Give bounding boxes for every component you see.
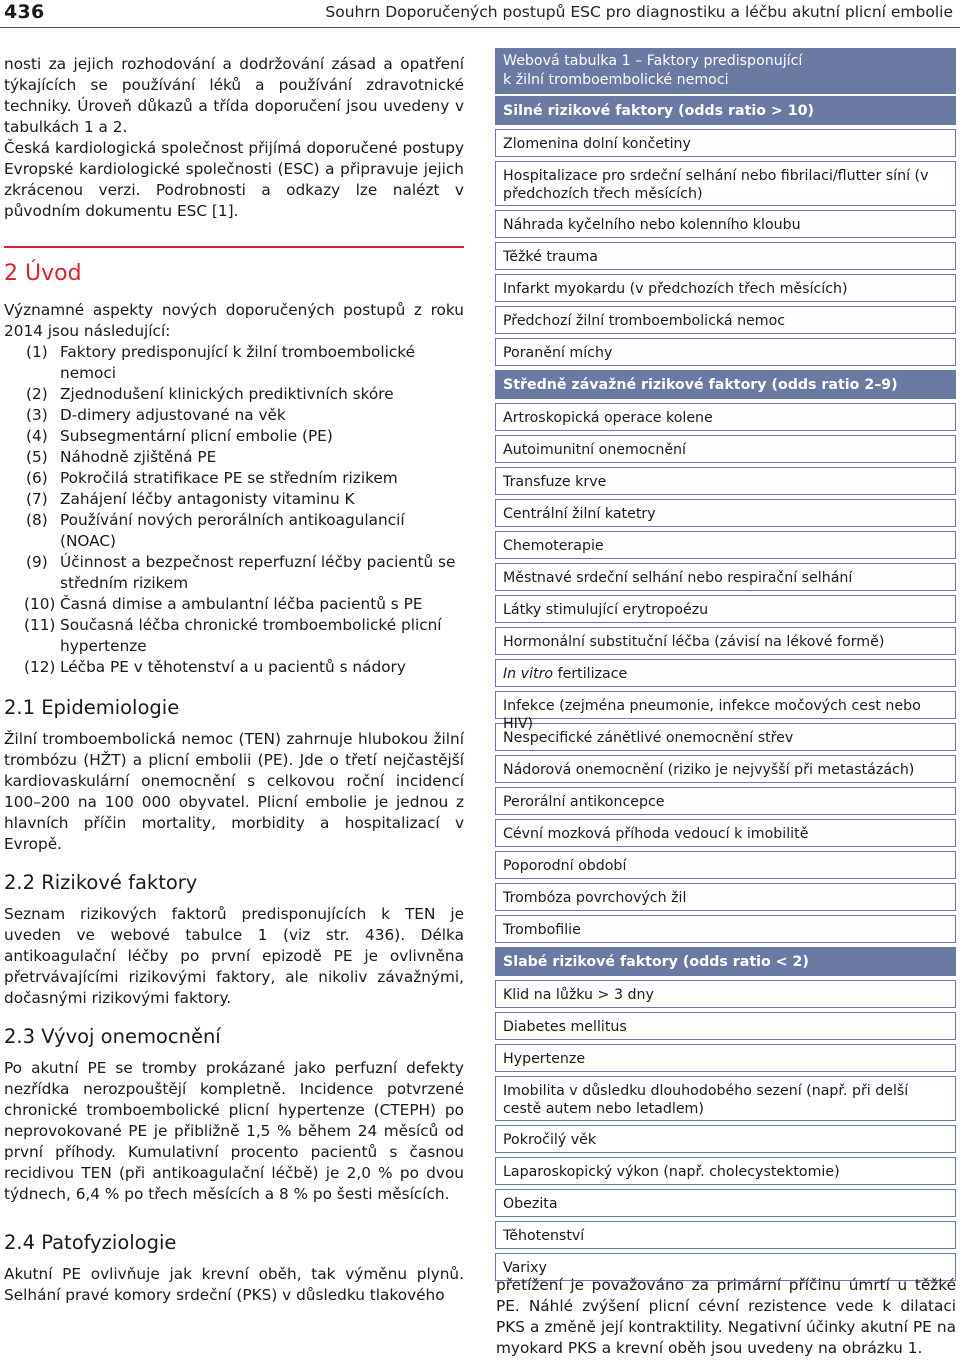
table-row: Diabetes mellitus [495, 1012, 956, 1040]
list-item-number: (2) [26, 385, 48, 403]
table-row: Nespecifické zánětlivé onemocnění střev [495, 723, 956, 751]
section-2-list [4, 342, 464, 678]
section-2-1-paragraph: Žilní tromboembolická nemoc (TEN) zahrnuje hlubokou žilní trombózu (HŽT) a plicní embolii (PE). Jde o třetí nejčastější kardiovaskulární onemocnění s celkovou roční incidencí 100–200 na 100 000 obyvatel. Plicní embolie je jednou z hlavních příčin mortality, morbidity a hospitalizací v Evropě. [4, 730, 464, 853]
table-row: Těžké trauma [495, 242, 956, 270]
page-number: 436 [4, 1, 45, 23]
list-item [4, 468, 464, 489]
table-row: Trombofilie [495, 915, 956, 943]
list-item-text: D-dimery adjustované na věk [60, 406, 286, 424]
list-item-text: Faktory predisponující k žilní tromboembolické nemoci [60, 343, 416, 382]
list-item-number: (11) [24, 616, 56, 634]
header-rule [0, 27, 960, 28]
section-2-heading: 2 Úvod [4, 261, 82, 286]
list-item-number: (12) [24, 658, 56, 676]
right-column-continuation [496, 1275, 956, 1359]
left-column [4, 54, 464, 1306]
table-row: Infarkt myokardu (v předchozích třech měsících) [495, 274, 956, 302]
category-weak: Slabé rizikové faktory (odds ratio < 2) [495, 947, 956, 976]
page-header [0, 0, 960, 27]
list-item [4, 384, 464, 405]
table-row: Zlomenina dolní končetiny [495, 129, 956, 157]
table-row: Artroskopická operace kolene [495, 403, 956, 431]
table-row: Perorální antikoncepce [495, 787, 956, 815]
table-row: Látky stimulující erytropoézu [495, 595, 956, 623]
table-row: Imobilita v důsledku dlouhodobého sezení (např. při delší cestě autem nebo letadlem) [495, 1076, 956, 1121]
section-2-intro: Významné aspekty nových doporučených postupů z roku 2014 jsou následující: [4, 301, 464, 340]
intro-paragraph-2: Česká kardiologická společnost přijímá doporučené postupy Evropské kardiologické společnosti (ESC) a připravuje jejich zkrácenou verzi. Podrobnosti a odkazy lze nalézt v původním dokumentu ESC [1]. [4, 139, 464, 220]
list-item [4, 426, 464, 447]
category-moderate: Středně závažné rizikové faktory (odds ratio 2–9) [495, 370, 956, 399]
list-item-number: (6) [26, 469, 48, 487]
table-row: Cévní mozková příhoda vedoucí k imobilitě [495, 819, 956, 847]
list-item-number: (1) [26, 343, 48, 361]
table-row: In vitro fertilizace [495, 659, 956, 687]
list-item-text: Náhodně zjištěná PE [60, 448, 217, 466]
table-row: Poranění míchy [495, 338, 956, 366]
table-row: Infekce (zejména pneumonie, infekce močových cest nebo HIV) [495, 691, 956, 719]
continuation-paragraph: přetížení je považováno za primární příčinu úmrtí u těžké PE. Náhlé zvýšení plicní cévní rezistence vede k dilataci PKS a změně její kontraktility. Negativní účinky akutní PE na myokard PKS a krevní oběh jsou uvedeny na obrázku 1. [496, 1276, 956, 1357]
table-title-line-1: Webová tabulka 1 – Faktory predisponující [503, 53, 803, 69]
table-title [495, 48, 956, 94]
section-2-2-paragraph: Seznam rizikových faktorů predisponujících k TEN je uveden ve webové tabulce 1 (viz str. 436). Délka antikoagulační léčby po první epizodě PE je ovlivněna přetrvávajícími rizikovými faktory, ale nikoliv závažnými, dočasnými rizikovými faktory. [4, 905, 464, 1007]
list-item [4, 510, 464, 552]
list-item-text: Zahájení léčby antagonisty vitaminu K [60, 490, 355, 508]
table-row: Městnavé srdeční selhání nebo respirační selhání [495, 563, 956, 591]
section-2-3-paragraph: Po akutní PE se tromby prokázané jako perfuzní defekty nezřídka nerozpouštějí kompletně. Incidence potvrzené chronické tromboembolické plicní hypertenze (CTEPH) po neprovokované PE je přibližně 1,5 % během 24 měsíců od první příhody. Kumulativní procento pacientů s časnou recidivou TEN (při antikoagulační léčbě) je 2,0 % po dvou týdnech, 6,4 % po třech měsících a 8 % po šesti měsících. [4, 1059, 464, 1203]
rows-weak [495, 980, 956, 1281]
list-item [4, 489, 464, 510]
list-item-number: (8) [26, 511, 48, 529]
section-2-4-paragraph: Akutní PE ovlivňuje jak krevní oběh, tak výměnu plynů. Selhání pravé komory srdeční (PKS) v důsledku tlakového [4, 1265, 464, 1304]
table-row: Hospitalizace pro srdeční selhání nebo fibrilaci/flutter síní (v předchozích třech měsících) [495, 161, 956, 206]
list-item [4, 615, 464, 657]
table-row: Těhotenství [495, 1221, 956, 1249]
table-row: Trombóza povrchových žil [495, 883, 956, 911]
table-row: Transfuze krve [495, 467, 956, 495]
section-2-1-heading: 2.1 Epidemiologie [4, 696, 180, 719]
rows-moderate [495, 403, 956, 943]
list-item [4, 657, 464, 678]
list-item [4, 342, 464, 384]
list-item-text: Současná léčba chronické tromboembolické plicní hypertenze [60, 616, 442, 655]
section-2-4-heading: 2.4 Patofyziologie [4, 1231, 177, 1254]
italic-term: In vitro [503, 666, 554, 682]
table-title-line-2: k žilní tromboembolické nemoci [503, 72, 729, 88]
table-row: Laparoskopický výkon (např. cholecystektomie) [495, 1157, 956, 1185]
table-row: Předchozí žilní tromboembolická nemoc [495, 306, 956, 334]
risk-factor-table [495, 48, 956, 1281]
table-row: Varixy [495, 1253, 956, 1281]
list-item [4, 594, 464, 615]
table-row: Hormonální substituční léčba (závisí na lékové formě) [495, 627, 956, 655]
category-strong: Silné rizikové faktory (odds ratio > 10) [495, 94, 956, 125]
running-title: Souhrn Doporučených postupů ESC pro diagnostiku a léčbu akutní plicní embolie [325, 3, 953, 21]
table-row: Náhrada kyčelního nebo kolenního kloubu [495, 210, 956, 238]
section-rule [4, 246, 464, 248]
list-item-number: (9) [26, 553, 48, 571]
table-row: Pokročilý věk [495, 1125, 956, 1153]
list-item-number: (4) [26, 427, 48, 445]
list-item-text: Pokročilá stratifikace PE se středním rizikem [60, 469, 398, 487]
list-item [4, 447, 464, 468]
table-row: Obezita [495, 1189, 956, 1217]
list-item-text: Účinnost a bezpečnost reperfuzní léčby pacientů se středním rizikem [60, 553, 456, 592]
table-row: Hypertenze [495, 1044, 956, 1072]
list-item-number: (7) [26, 490, 48, 508]
table-row: Poporodní období [495, 851, 956, 879]
list-item-number: (3) [26, 406, 48, 424]
section-2-2-heading: 2.2 Rizikové faktory [4, 871, 198, 894]
table-row: Nádorová onemocnění (riziko je nejvyšší při metastázách) [495, 755, 956, 783]
intro-paragraph: nosti za jejich rozhodování a dodržování zásad a opatření týkajících se používání léků a používání zdravotnické techniky. Úroveň důkazů a třída doporučení jsou uvedeny v tabulkách 1 a 2. [4, 55, 464, 136]
section-2-3-heading: 2.3 Vývoj onemocnění [4, 1025, 221, 1048]
list-item-text: Léčba PE v těhotenství a u pacientů s nádory [60, 658, 406, 676]
list-item [4, 405, 464, 426]
list-item-text: Zjednodušení klinických prediktivních skóre [60, 385, 394, 403]
list-item-text: Časná dimise a ambulantní léčba pacientů s PE [60, 595, 423, 613]
list-item-text: Používání nových perorálních antikoagulancií (NOAC) [60, 511, 405, 550]
list-item-text: Subsegmentární plicní embolie (PE) [60, 427, 333, 445]
rows-strong [495, 129, 956, 366]
table-row: Autoimunitní onemocnění [495, 435, 956, 463]
list-item [4, 552, 464, 594]
table-row: Klid na lůžku > 3 dny [495, 980, 956, 1008]
list-item-number: (10) [24, 595, 56, 613]
list-item-number: (5) [26, 448, 48, 466]
table-row: Centrální žilní katetry [495, 499, 956, 527]
table-row: Chemoterapie [495, 531, 956, 559]
